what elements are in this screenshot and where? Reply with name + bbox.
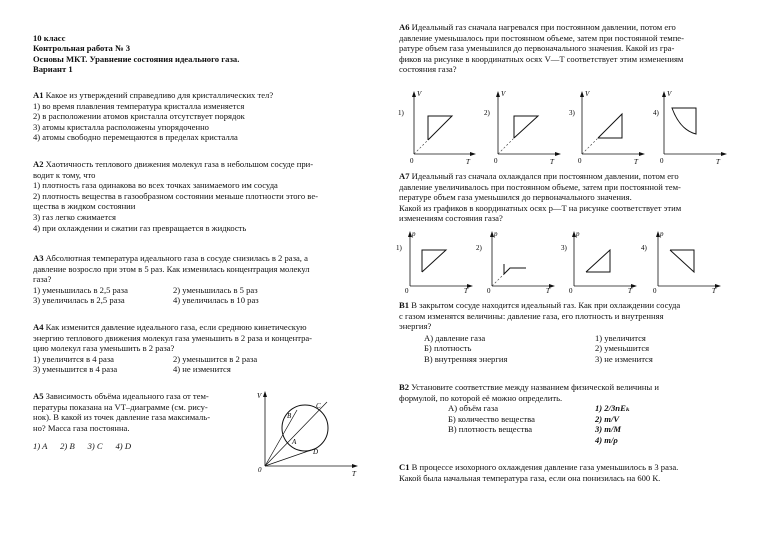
p-axis-label: p	[494, 230, 498, 238]
test-title: Контрольная работа № 3	[33, 43, 131, 54]
a5-question-line: пературы показана на VT–диаграмме (см. рису-	[33, 401, 208, 412]
c1-question-line: В процессе изохорного охлаждения давление газа уменьшилось в 3 раза.	[411, 462, 679, 472]
t-axis-label: T	[712, 287, 716, 294]
t-axis-label: T	[466, 158, 470, 166]
b2-formula: 4) m/ρ	[595, 434, 618, 445]
b1-left-item: А) давление газа	[424, 332, 486, 343]
origin-label: 0	[660, 157, 664, 165]
b2-formula: 3) m/M	[595, 424, 622, 435]
p-axis-label: p	[576, 230, 580, 238]
graph-label: 4)	[641, 244, 647, 252]
graph-label: 3)	[569, 109, 575, 117]
t-axis-label: T	[546, 287, 550, 294]
b1-question-line: В закрытом сосуде находится идеальный газ. Как при охлаждении сосуда	[411, 300, 681, 310]
b1-right-item: 3) не изменится	[595, 353, 653, 364]
t-axis-arrow-icon	[352, 464, 358, 468]
b1-num: В1	[399, 300, 410, 310]
a3-question-line: газа?	[33, 274, 52, 285]
t-axis-label: T	[550, 158, 554, 166]
a6-question-line: фиков на рисунке в координатных осях V—T соответствует этим изменениям	[399, 53, 684, 64]
b1-left-item: В) внутренняя энергия	[424, 353, 508, 364]
t-axis-label: T	[464, 287, 468, 294]
t-axis-label: T	[716, 158, 720, 166]
a4-option: 2) уменьшится в 2 раза	[173, 353, 258, 364]
a7-question-line: Идеальный газ сначала охлаждался при постоянном давлении, потом его	[411, 171, 679, 181]
b1-question-line: с газом изменятся величины: давление газа, его плотность и внутренняя	[399, 310, 664, 321]
b2-left-item: А) объём газа	[448, 403, 499, 414]
c1-num: С1	[399, 462, 410, 472]
a1-option: 4) атомы свободно перемещаются в пределах кристалла	[33, 132, 238, 143]
b2-question-line: Установите соответствие между названием физической величины и	[411, 382, 659, 392]
a3-question-line: Абсолютная температура идеального газа в сосуде снизилась в 2 раза, а	[45, 253, 308, 263]
question-a2	[33, 159, 373, 233]
a2-option: щества в жидком состоянии	[33, 201, 136, 212]
origin-label: 0	[578, 157, 582, 165]
point-b: B	[287, 412, 292, 420]
a1-question: Какое из утверждений справедливо для кристаллических тел?	[45, 90, 274, 100]
a7-question-line: пературе объем газа уменьшился до первоначального значения.	[399, 192, 632, 203]
v-axis-arrow-icon	[263, 391, 267, 397]
a4-question-line: Как изменится давление идеального газа, если среднюю кинетическую	[45, 322, 307, 332]
c1-question-line: Какой была начальная температура газа, если она понизилась на 600 К.	[399, 472, 661, 483]
graph-label: 2)	[476, 244, 482, 252]
a6-question-line: давление уменьшалось при постоянном объеме, затем при постоянной темпе-	[399, 32, 684, 43]
point-d: D	[313, 448, 319, 456]
a3-question-line: давление возросло при этом в 5 раз. Как изменилась концентрация молекул	[33, 263, 310, 274]
a7-num: А7	[399, 171, 410, 181]
origin-label: 0	[405, 287, 409, 294]
question-a4	[33, 322, 378, 375]
b2-formula: 1) 2/3nEₖ	[595, 403, 631, 414]
a7-graph-4	[641, 230, 721, 294]
a4-num: А4	[33, 322, 44, 332]
b2-question-line: формулой, по которой её можно определить.	[399, 392, 563, 403]
question-a7	[399, 171, 744, 224]
question-b1	[399, 300, 744, 365]
b2-left-item: В) плотность вещества	[448, 424, 533, 435]
question-a1	[33, 90, 368, 143]
a2-option: 4) при охлаждении и сжатии газ превращается в жидкость	[33, 222, 247, 233]
b1-left-item: Б) плотность	[424, 343, 472, 354]
a1-option: 2) в расположении атомов кристалла отсутствует порядок	[33, 111, 245, 122]
v-axis-label: V	[257, 392, 262, 400]
a6-question-line: ратуре объем газа уменьшился до первоначального значения. Какой из гра-	[399, 43, 675, 54]
t-axis-label: T	[628, 287, 632, 294]
a3-option: 3) увеличилась в 2,5 раза	[33, 295, 125, 306]
a2-question-line: водит к тому, что	[33, 169, 96, 180]
v-axis-label: V	[667, 90, 672, 98]
t-axis-label: T	[352, 470, 356, 478]
origin-label: 0	[494, 157, 498, 165]
origin-label: 0	[653, 287, 657, 294]
a7-question-line: изменениям состояния газа?	[399, 213, 503, 224]
a4-option: 1) увеличится в 4 раза	[33, 353, 114, 364]
a7-graph-2	[476, 230, 555, 294]
variant: Вариант 1	[33, 64, 73, 75]
header	[33, 33, 239, 75]
point-c: C	[316, 402, 321, 410]
question-a3	[33, 253, 378, 306]
p-axis-label: p	[412, 230, 416, 238]
a5-answers: 1) A 2) B 3) C 4) D	[33, 441, 132, 452]
a2-option: 2) плотность вещества в газообразном состоянии меньше плотности этого ве-	[33, 190, 318, 201]
p-axis-label: p	[660, 230, 664, 238]
a3-num: А3	[33, 253, 44, 263]
b2-formula: 2) m/V	[595, 413, 620, 424]
a2-num: А2	[33, 159, 44, 169]
a6-question-line: состояния газа?	[399, 64, 457, 75]
a5-question-line: нок). В какой из точек давление газа максималь-	[33, 412, 211, 423]
a3-option: 1) уменьшилась в 2,5 раза	[33, 284, 128, 295]
origin-label: 0	[487, 287, 491, 294]
a2-question-line: Хаотичность теплового движения молекул газа в небольшом сосуде при-	[45, 159, 314, 169]
a4-option: 4) не изменится	[173, 364, 231, 375]
a1-option: 3) атомы кристалла расположены упорядоченно	[33, 121, 209, 132]
a7-graph-3	[561, 230, 637, 294]
question-c1	[399, 462, 744, 483]
origin-label: 0	[569, 287, 573, 294]
graph-label: 3)	[561, 244, 567, 252]
v-axis-label: V	[417, 90, 422, 98]
graph-label: 1)	[398, 109, 404, 117]
a2-option: 1) плотность газа одинакова во всех точках занимаемого им сосуда	[33, 180, 278, 191]
b1-right-item: 2) уменьшится	[595, 343, 650, 354]
b1-right-item: 1) увеличится	[595, 332, 646, 343]
graph-label: 4)	[653, 109, 659, 117]
a6-num: А6	[399, 22, 410, 32]
v-axis-label: V	[585, 90, 590, 98]
a7-question-line: Какой из графиков в координатных осях p—T на рисунке соответствует этим	[399, 202, 682, 213]
a3-option: 4) увеличилась в 10 раз	[173, 295, 259, 306]
a1-option: 1) во время плавления температура кристалла изменяется	[33, 100, 245, 111]
a6-graph-3	[569, 90, 645, 166]
graph-label: 2)	[484, 109, 490, 117]
a6-graph-1	[398, 90, 476, 166]
t-axis-label: T	[634, 158, 638, 166]
question-a5	[33, 391, 265, 452]
a1-num: А1	[33, 90, 44, 100]
b2-num: В2	[399, 382, 410, 392]
a6-question-line: Идеальный газ сначала нагревался при постоянном давлении, потом его	[411, 22, 676, 32]
b1-question-line: энергия?	[399, 321, 432, 332]
a7-graphs	[396, 228, 736, 294]
grade: 10 класс	[33, 33, 66, 43]
origin-label: 0	[410, 157, 414, 165]
a6-graph-2	[484, 90, 561, 166]
a4-question-line: энергию теплового движения молекул газа уменьшить в 2 раза и концентра-	[33, 332, 313, 343]
a4-option: 3) уменьшится в 4 раза	[33, 364, 118, 375]
a3-option: 2) уменьшилась в 5 раз	[173, 284, 258, 295]
v-axis-label: V	[501, 90, 506, 98]
a5-vt-diagram	[255, 388, 365, 478]
question-a6	[399, 22, 744, 75]
a5-num: А5	[33, 391, 44, 401]
a7-question-line: давление увеличивалось при постоянном объеме, затем при постоянной тем-	[399, 181, 681, 192]
a6-graphs	[398, 88, 733, 166]
origin-label: 0	[258, 466, 262, 474]
point-a: A	[292, 438, 297, 446]
b2-left-item: Б) количество вещества	[448, 413, 535, 424]
a6-graph-4	[653, 90, 727, 166]
topic: Основы МКТ. Уравнение состояния идеального газа.	[33, 53, 240, 64]
a5-question-line: но? Масса газа постоянна.	[33, 422, 130, 433]
graph-label: 1)	[396, 244, 402, 252]
a7-graph-1	[396, 230, 473, 294]
a2-option: 3) газ легко сжимается	[33, 211, 116, 222]
a4-question-line: цию молекул газа уменьшить в 2 раза?	[33, 343, 175, 354]
a5-question-line: Зависимость объёма идеального газа от тем-	[45, 391, 209, 401]
question-b2	[399, 382, 744, 446]
